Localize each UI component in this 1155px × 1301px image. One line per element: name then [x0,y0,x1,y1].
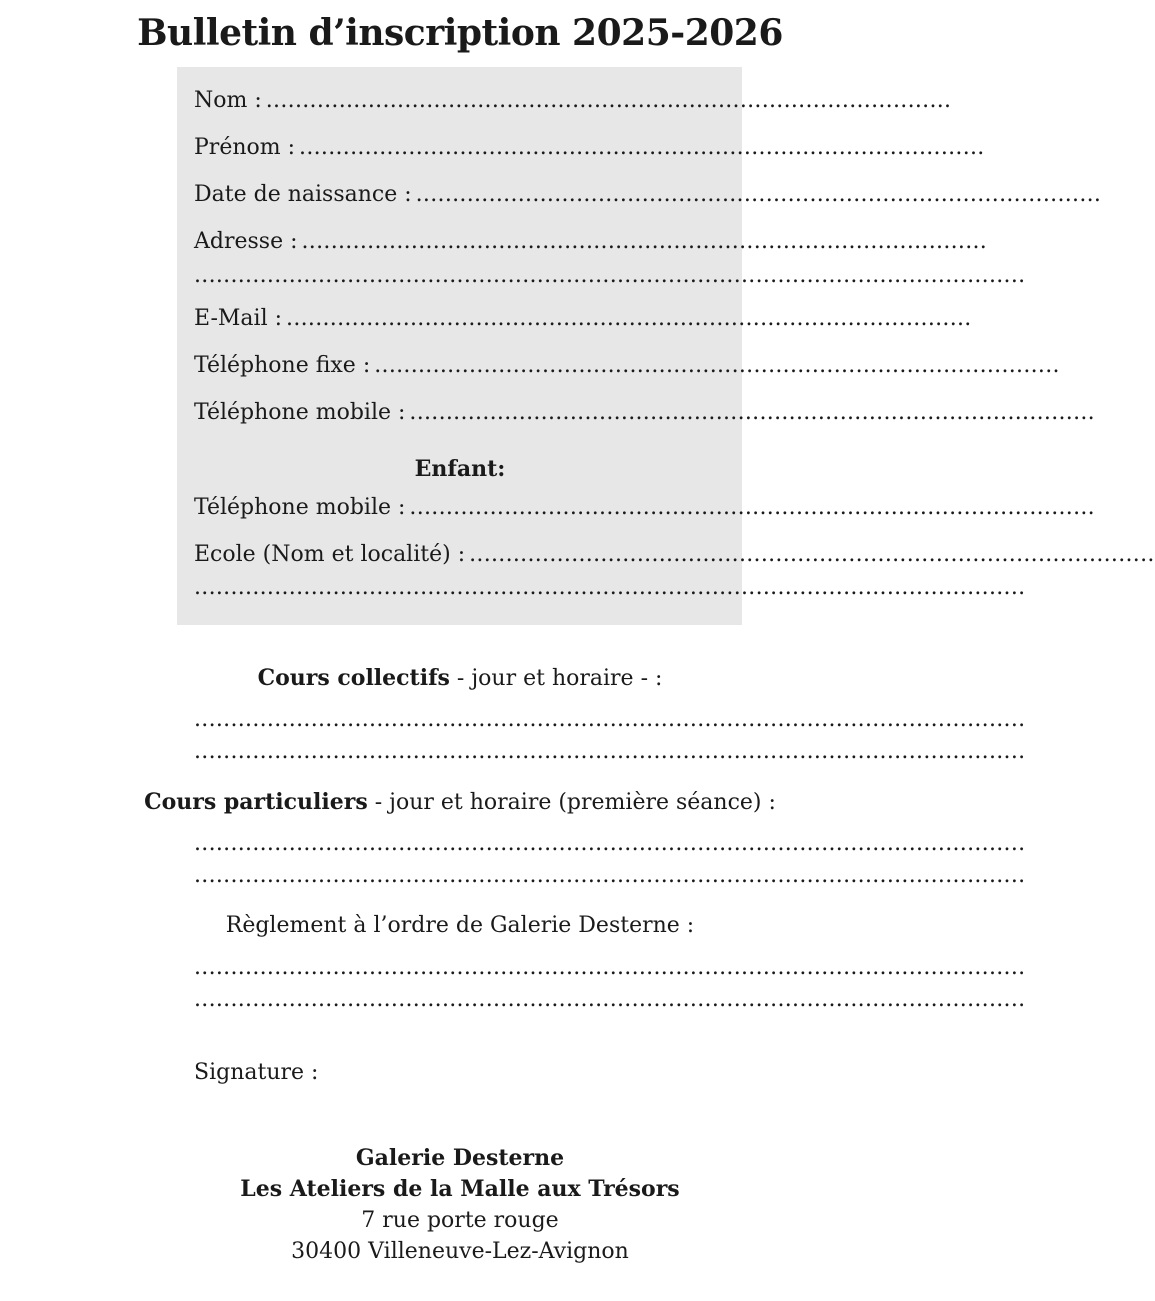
field-prenom[interactable] [194,133,985,163]
field-adresse-line2[interactable]: .................................................................................................................. [194,263,1026,288]
cours-collectifs-detail: - jour et horaire - : [449,666,663,691]
cours-particuliers-label: Cours particuliers [144,789,368,815]
child-section-heading: Enfant: [414,456,506,482]
cours-particuliers-line-1[interactable]: .................................................................................................................. [194,831,1026,856]
field-dots-telephone-fixe[interactable]: .............................................................................................. [374,353,1060,378]
field-nom[interactable] [194,86,952,116]
reglement-line-1[interactable]: .................................................................................................................. [194,955,1026,980]
field-dots-nom[interactable]: .............................................................................................. [265,88,952,113]
field-email[interactable] [194,304,972,334]
reglement-line-2[interactable]: .................................................................................................................. [194,987,1026,1012]
cours-collectifs-line-1[interactable]: .................................................................................................................. [194,707,1026,732]
field-dots-date-naissance[interactable]: .............................................................................................. [415,182,1102,207]
field-dots-prenom[interactable]: .............................................................................................. [299,135,985,160]
field-label-prenom: Prénom : [194,135,296,160]
field-label-date-naissance: Date de naissance : [194,182,412,207]
field-label-ecole: Ecole (Nom et localité) : [194,542,466,567]
cours-collectifs-heading [0,663,920,694]
footer-address [0,1143,920,1267]
reglement-label: Règlement à l’ordre de Galerie Desterne : [225,913,695,938]
cours-collectifs-line-2[interactable]: .................................................................................................................. [194,739,1026,764]
field-adresse[interactable] [194,227,988,257]
signature-label: Signature : [194,1060,319,1085]
footer-street: 7 rue porte rouge [361,1208,559,1233]
cours-collectifs-label: Cours collectifs [257,665,450,691]
field-date-naissance[interactable] [194,180,1102,210]
field-dots-ecole[interactable]: .............................................................................................. [469,542,1155,567]
field-dots-telephone-mobile[interactable]: .............................................................................................. [409,400,1095,425]
field-label-telephone-mobile: Téléphone mobile : [194,400,406,425]
field-ecole[interactable] [194,540,1155,570]
footer-subtitle: Les Ateliers de la Malle aux Trésors [240,1176,680,1202]
field-dots-email[interactable]: .............................................................................................. [286,306,972,331]
field-dots-enfant-telephone-mobile[interactable]: .............................................................................................. [409,495,1095,520]
cours-particuliers-heading [0,787,920,818]
field-label-nom: Nom : [194,88,262,113]
page-title: Bulletin d’inscription 2025-2026 [137,12,783,54]
field-ecole-line2[interactable]: .................................................................................................................. [194,575,1026,600]
field-telephone-fixe[interactable] [194,351,1060,381]
field-label-adresse: Adresse : [194,229,298,254]
footer-city: 30400 Villeneuve-Lez-Avignon [291,1239,629,1264]
footer-gallery-name: Galerie Desterne [355,1145,565,1171]
field-label-email: E-Mail : [194,306,283,331]
field-dots-adresse[interactable]: .............................................................................................. [301,229,988,254]
cours-particuliers-line-2[interactable]: .................................................................................................................. [194,863,1026,888]
field-label-telephone-fixe: Téléphone fixe : [194,353,371,378]
field-telephone-mobile[interactable] [194,398,1095,428]
cours-particuliers-detail: - jour et horaire (première séance) : [367,790,776,815]
field-label-enfant-telephone-mobile: Téléphone mobile : [194,495,406,520]
field-enfant-telephone-mobile[interactable] [194,493,1095,523]
